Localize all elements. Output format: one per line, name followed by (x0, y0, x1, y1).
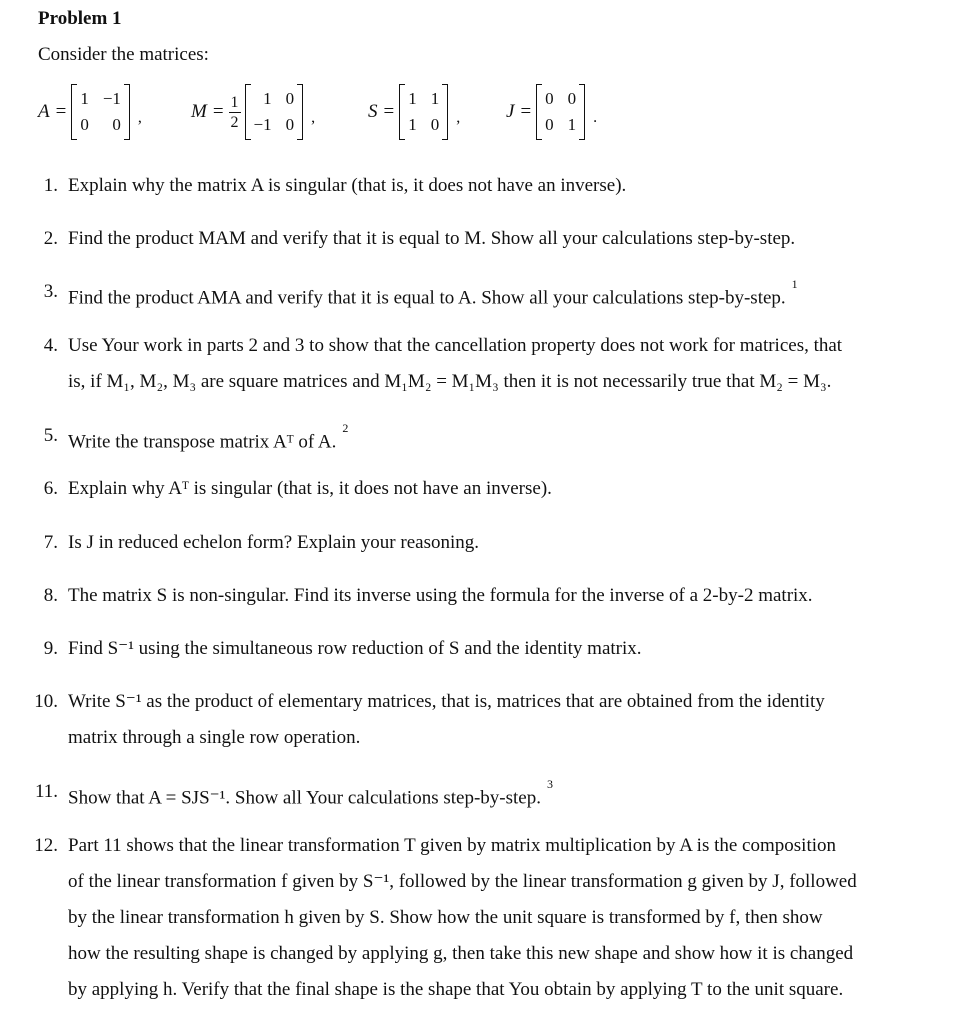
matrix-m (245, 84, 304, 140)
question-item (20, 774, 952, 816)
question-text: Part 11 shows that the linear transformation T given by matrix multiplication by A is the composition (68, 835, 836, 856)
matrix-a-cell: −1 (102, 89, 121, 108)
matrix-a (71, 84, 130, 140)
matrix-s-cell: 1 (430, 89, 440, 108)
matrix-j-definition: J = 0 0 0 1 . (506, 78, 597, 146)
matrix-j-cell: 0 (545, 115, 554, 134)
matrix-s-definition: S = 1 1 1 0 , (368, 78, 460, 146)
matrix-m-scalar (229, 94, 241, 131)
matrix-a-label: A (38, 101, 50, 122)
question-number: 4. (43, 335, 58, 356)
matrix-s-cell: 0 (430, 115, 440, 134)
matrix-definitions (38, 78, 658, 146)
matrix-m-cell: 0 (285, 115, 295, 134)
question-item (20, 471, 952, 507)
question-text: Write the transpose matrix Aᵀ of A. (68, 431, 337, 453)
matrix-j-label: J (506, 101, 515, 122)
matrix-m-scalar-denominator: 2 (230, 113, 239, 131)
question-item (20, 578, 952, 614)
question-text: Find the product AMA and verify that it is equal to A. Show all your calculations step-by-step. (68, 287, 786, 309)
question-number: 10. (34, 691, 58, 712)
question-number: 2. (43, 228, 58, 249)
footnote-marker: 2 (342, 421, 349, 435)
matrix-a-definition: A = 1 −1 0 0 , (38, 78, 142, 146)
question-text: Explain why the matrix A is singular (that is, it does not have an inverse). (68, 175, 627, 196)
question-item (20, 274, 952, 316)
matrix-s (399, 84, 448, 140)
question-text: Find S⁻¹ using the simultaneous row reduction of S and the identity matrix. (68, 638, 642, 659)
question-item (20, 525, 952, 561)
matrix-m-label: M (191, 101, 207, 122)
question-number: 8. (43, 585, 58, 606)
question-item (20, 221, 952, 257)
problem-intro: Consider the matrices: (38, 44, 209, 65)
question-number: 7. (43, 532, 58, 553)
matrix-s-cell: 1 (408, 115, 417, 134)
question-text: of the linear transformation f given by S⁻¹, followed by the linear transformation g given by J, followed (68, 871, 857, 892)
question-text: Explain why Aᵀ is singular (that is, it does not have an inverse). (68, 478, 552, 499)
matrix-m-scalar-numerator: 1 (230, 93, 239, 111)
question-item (20, 168, 952, 204)
question-item (20, 684, 952, 756)
footnote-marker: 1 (791, 277, 798, 291)
question-text: is, if M₁, M₂, M₃ are square matrices and M₁M₂ = M₁M₃ then it is not necessarily true that M₂ = M₃. (68, 371, 832, 392)
matrix-j-cell: 0 (545, 89, 554, 108)
question-text: by applying h. Verify that the final shape is the shape that You obtain by applying T to the unit square. (68, 979, 844, 1000)
question-text: how the resulting shape is changed by applying g, then take this new shape and show how it is changed (68, 943, 854, 964)
matrix-a-cell: 1 (80, 89, 89, 108)
question-number: 1. (43, 175, 58, 196)
question-number: 5. (43, 425, 58, 446)
matrix-s-cell: 1 (408, 89, 417, 108)
matrix-m-cell: −1 (253, 115, 272, 134)
question-number: 6. (43, 478, 58, 499)
matrix-m-cell: 1 (263, 89, 272, 108)
matrix-m-definition: M = $\frac{1}{2}$ 1 0 −1 0 , (191, 78, 315, 146)
question-item (20, 418, 952, 460)
question-number: 9. (43, 638, 58, 659)
question-text: Use Your work in parts 2 and 3 to show that the cancellation property does not work for matrices, that (68, 335, 843, 356)
matrix-j (536, 84, 585, 140)
problem-title: Problem 1 (38, 8, 122, 29)
question-text: Write S⁻¹ as the product of elementary matrices, that is, matrices that are obtained from the identity (68, 691, 825, 712)
question-number: 11. (34, 781, 58, 802)
question-text: Is J in reduced echelon form? Explain your reasoning. (68, 532, 480, 553)
question-item (20, 328, 952, 400)
question-item (20, 631, 952, 667)
question-item (20, 828, 952, 1008)
question-number: 3. (43, 281, 58, 302)
matrix-a-cell: 0 (80, 115, 89, 134)
question-text: Show that A = SJS⁻¹. Show all Your calculations step-by-step. (68, 787, 541, 809)
matrix-m-cell: 0 (285, 89, 295, 108)
question-text: matrix through a single row operation. (68, 727, 361, 748)
matrix-s-label: S (368, 101, 378, 122)
footnote-marker: 3 (546, 777, 553, 791)
matrix-a-cell: 0 (112, 115, 121, 134)
matrix-j-cell: 0 (567, 89, 577, 108)
question-text: The matrix S is non-singular. Find its inverse using the formula for the inverse of a 2-by-2 matrix. (68, 585, 813, 606)
question-number: 12. (34, 835, 58, 856)
question-text: Find the product MAM and verify that it is equal to M. Show all your calculations step-by-step. (68, 228, 796, 249)
question-text: by the linear transformation h given by S. Show how the unit square is transformed by f, then show (68, 907, 823, 928)
matrix-j-cell: 1 (567, 115, 577, 134)
